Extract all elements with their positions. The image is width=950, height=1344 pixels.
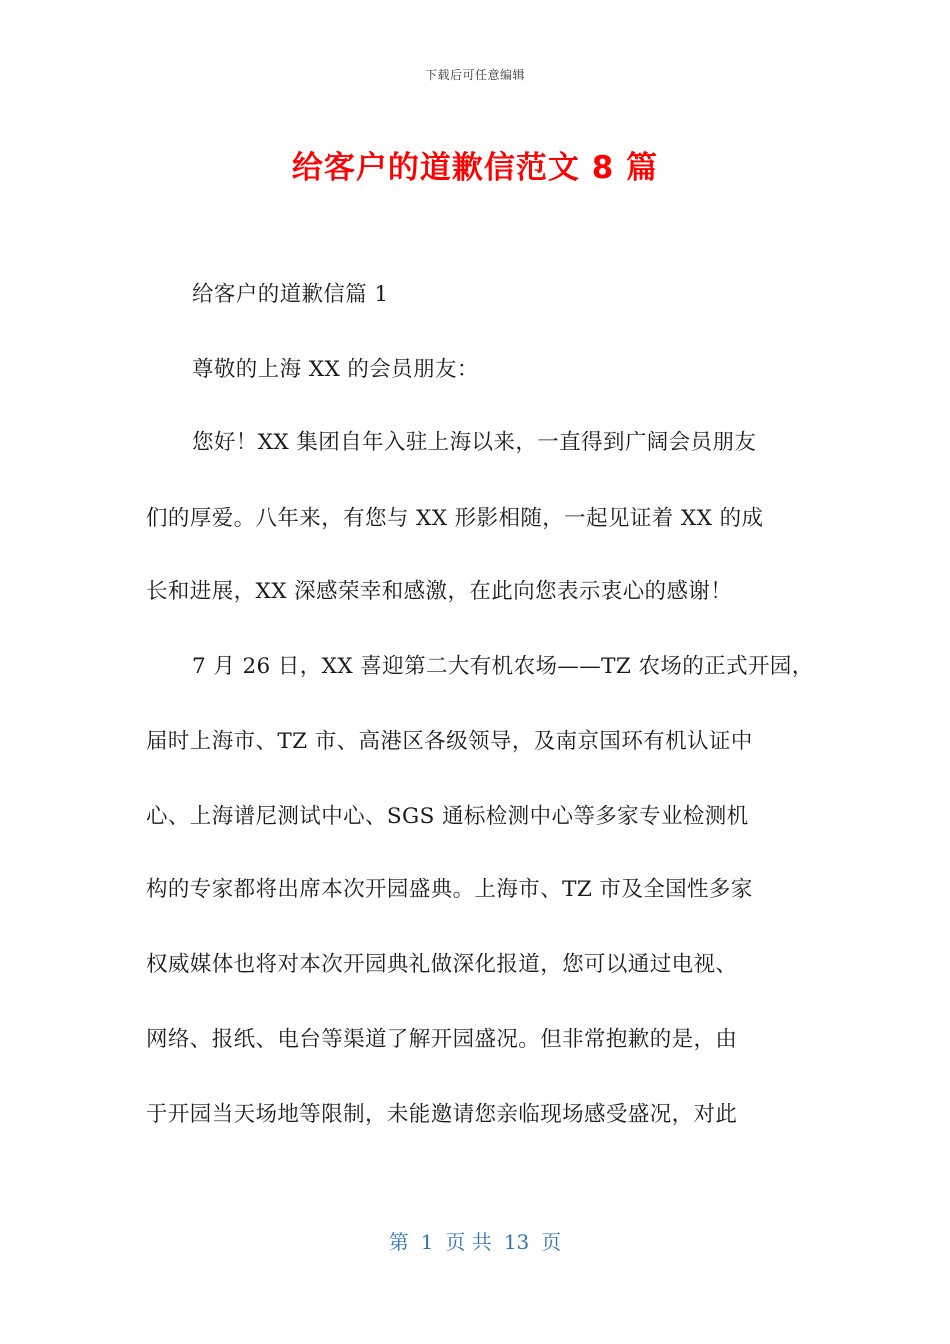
document-title: 给客户的道歉信范文 8 篇: [291, 150, 659, 186]
paragraph-line: 届时上海市、TZ 市、高港区各级领导，及南京国环有机认证中: [146, 729, 753, 754]
paragraph-line: 您好！XX 集团自年入驻上海以来，一直得到广阔会员朋友: [192, 430, 757, 455]
current-page-number: 1: [420, 1230, 434, 1254]
page-number-footer: [0, 1226, 950, 1255]
paragraph-line: 权威媒体也将对本次开园典礼做深化报道，您可以通过电视、: [146, 952, 738, 977]
footer-suffix: 页: [541, 1230, 562, 1254]
paragraph-line: 心、上海谱尼测试中心、SGS 通标检测中心等多家专业检测机: [146, 804, 749, 829]
section-heading: 给客户的道歉信篇 1: [192, 282, 389, 307]
paragraph-line: 构的专家都将出席本次开园盛典。上海市、TZ 市及全国性多家: [146, 877, 753, 902]
header-note: 下载后可任意编辑: [424, 68, 525, 82]
footer-prefix: 第: [388, 1230, 409, 1254]
paragraph-line: 于开园当天场地等限制，未能邀请您亲临现场感受盛况，对此: [146, 1102, 738, 1127]
paragraph-line: 们的厚爱。八年来，有您与 XX 形影相随，一起见证着 XX 的成: [146, 506, 764, 531]
footer-middle: 页 共: [445, 1230, 492, 1254]
paragraph-line: 长和进展，XX 深感荣幸和感激，在此向您表示衷心的感谢！: [146, 579, 733, 604]
total-pages-number: 13: [503, 1230, 530, 1254]
paragraph-line: 网络、报纸、电台等渠道了解开园盛况。但非常抱歉的是，由: [146, 1027, 738, 1052]
paragraph-line: 7 月 26 日，XX 喜迎第二大有机农场——TZ 农场的正式开园，: [192, 654, 814, 679]
salutation: 尊敬的上海 XX 的会员朋友：: [192, 357, 479, 382]
